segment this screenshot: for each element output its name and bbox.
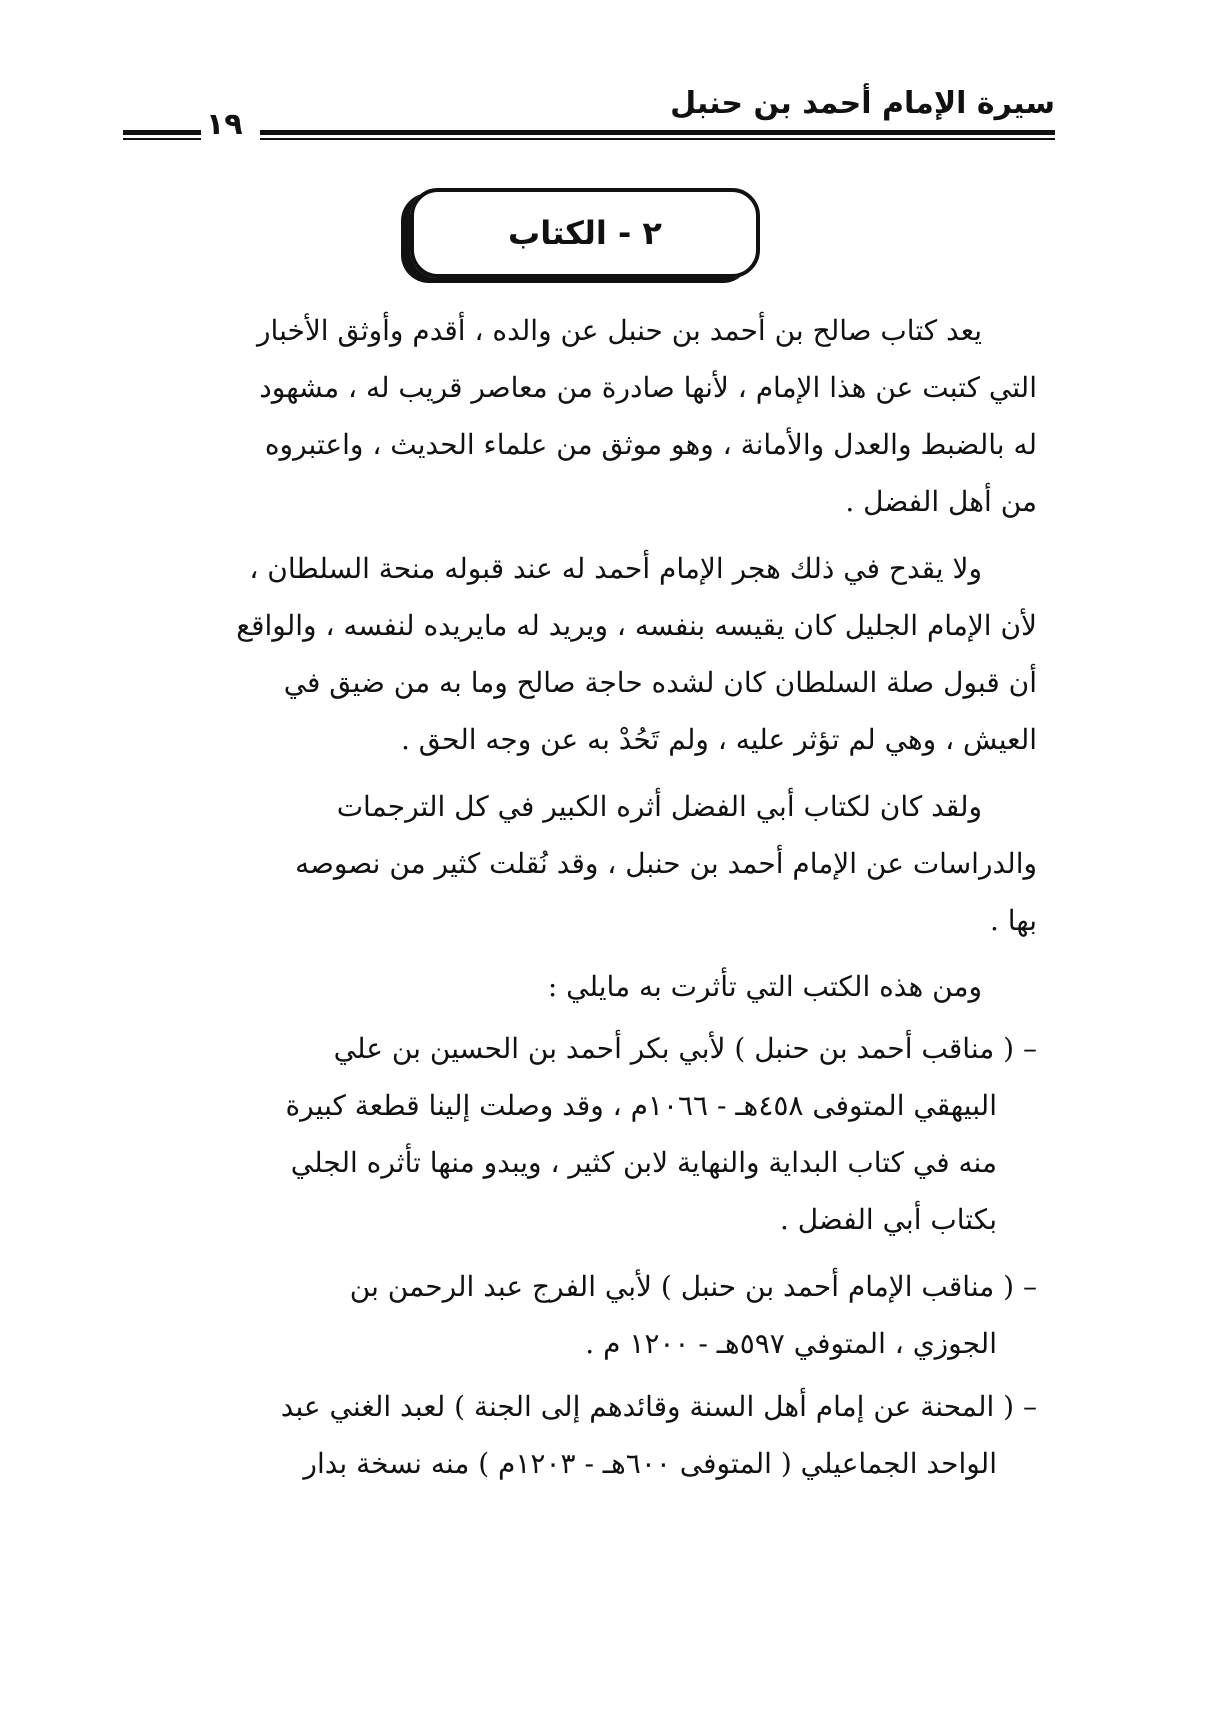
header-rule-left [123, 130, 201, 135]
paragraph-4 [122, 958, 1037, 1015]
chapter-heading-box [410, 188, 760, 278]
bullet-item-2 [122, 1258, 1037, 1372]
text-line: يعد كتاب صالح بن أحمد بن حنبل عن والده ، أقدم وأوثق الأخبار [257, 314, 982, 347]
paragraph-3 [122, 778, 1037, 949]
paragraph-1 [122, 302, 1037, 530]
bullet-item-3 [122, 1378, 1037, 1492]
page-number: ١٩ [206, 107, 243, 142]
bullet-line: بكتاب أبي الفضل . [779, 1203, 997, 1236]
text-line: له بالضبط والعدل والأمانة ، وهو موثق من علماء الحديث ، واعتبروه [264, 428, 1037, 461]
header-rule-thin [260, 138, 1055, 140]
text-line: ولقد كان لكتاب أبي الفضل أثره الكبير في كل الترجمات [336, 790, 982, 823]
header-rule-left-thin [123, 138, 201, 140]
header-rule [260, 130, 1055, 135]
bullet-line: – ( مناقب الإمام أحمد بن حنبل ) لأبي الفرج عبد الرحمن بن [349, 1270, 1037, 1303]
bullet-line: البيهقي المتوفى ٤٥٨هـ - ١٠٦٦م ، وقد وصلت إلينا قطعة كبيرة [285, 1089, 997, 1122]
bullet-line: منه في كتاب البداية والنهاية لابن كثير ، ويبدو منها تأثره الجلي [290, 1146, 997, 1179]
text-line: التي كتبت عن هذا الإمام ، لأنها صادرة من معاصر قريب له ، مشهود [259, 371, 1037, 404]
text-line: بها . [989, 904, 1037, 937]
text-line: العيش ، وهي لم تؤثر عليه ، ولم تَحُدْ به عن وجه الحق . [400, 723, 1037, 756]
book-title: سيرة الإمام أحمد بن حنبل [670, 86, 1055, 121]
text-line: لأن الإمام الجليل كان يقيسه بنفسه ، ويريد له مايريده لنفسه ، والواقع [236, 609, 1037, 642]
paragraph-2 [122, 540, 1037, 768]
chapter-title: ٢ - الكتاب [508, 214, 662, 252]
bullet-line: – ( المحنة عن إمام أهل السنة وقائدهم إلى الجنة ) لعبد الغني عبد [280, 1390, 1037, 1423]
text-line: ومن هذه الكتب التي تأثرت به مايلي : [547, 970, 982, 1003]
bullet-item-1 [122, 1020, 1037, 1248]
bullet-line: الجوزي ، المتوفي ٥٩٧هـ - ١٢٠٠ م . [585, 1327, 997, 1360]
bullet-line: الواحد الجماعيلي ( المتوفى ٦٠٠هـ - ١٢٠٣م ) منه نسخة بدار [303, 1447, 997, 1480]
text-line: والدراسات عن الإمام أحمد بن حنبل ، وقد نُقلت كثير من نصوصه [295, 847, 1037, 880]
text-line: ولا يقدح في ذلك هجر الإمام أحمد له عند قبوله منحة السلطان ، [249, 552, 982, 585]
text-line: أن قبول صلة السلطان كان لشده حاجة صالح وما به من ضيق في [283, 666, 1037, 699]
bullet-line: – ( مناقب أحمد بن حنبل ) لأبي بكر أحمد بن الحسين بن علي [333, 1032, 1037, 1065]
text-line: من أهل الفضل . [845, 485, 1037, 518]
